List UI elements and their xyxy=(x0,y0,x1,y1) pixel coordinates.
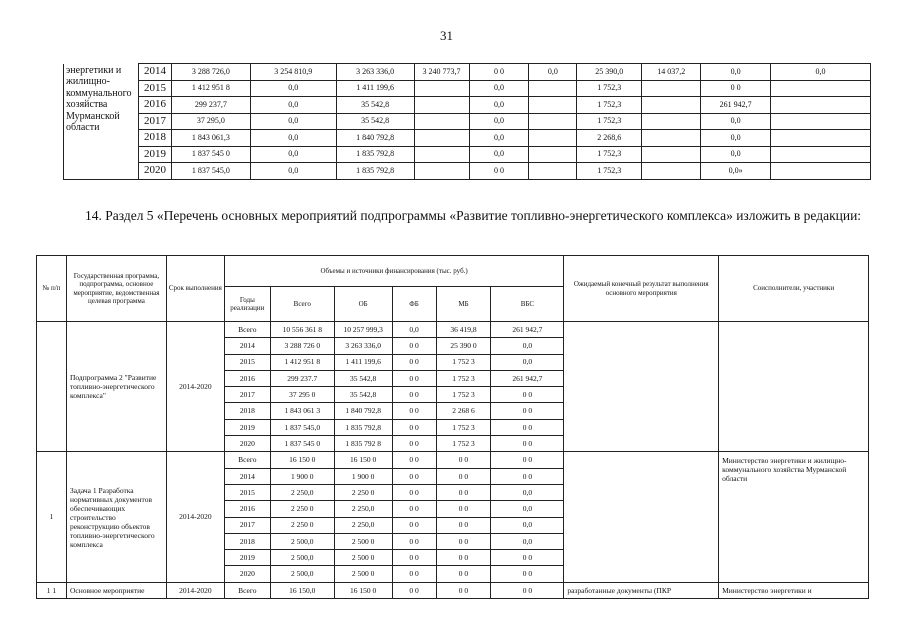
funding-mb: 1 752 3 xyxy=(436,354,491,370)
funding-total: 2 500,0 xyxy=(270,533,334,549)
top-table-cell: 0,0 xyxy=(771,64,871,81)
funding-total: 16 150 0 xyxy=(270,452,334,468)
table-row xyxy=(37,452,869,468)
top-table-cell xyxy=(642,130,701,147)
expected-result xyxy=(564,322,719,452)
funding-mb: 0 0 xyxy=(436,566,491,582)
funding-vbs: 0 0 xyxy=(491,403,564,419)
top-table-name-cell xyxy=(64,64,139,180)
top-table-cell xyxy=(642,97,701,114)
funding-total: 1 843 061 3 xyxy=(270,403,334,419)
funding-mb: 0 0 xyxy=(436,484,491,500)
header-result: Ожидаемый конечный результат выполнения основного мероприятия xyxy=(564,256,719,322)
funding-mb: 0 0 xyxy=(436,517,491,533)
funding-total: 3 288 726 0 xyxy=(270,338,334,354)
top-table-cell: 261 942,7 xyxy=(701,97,771,114)
funding-fb: 0 0 xyxy=(392,387,436,403)
top-table-row xyxy=(64,146,871,163)
header-funding: Объемы и источники финансирования (тыс. руб.) xyxy=(224,256,564,287)
top-table-cell: 0,0 xyxy=(701,113,771,130)
funding-vbs: 0 0 xyxy=(491,452,564,468)
funding-total: 1 837 545 0 xyxy=(270,436,334,452)
expected-result xyxy=(564,452,719,582)
table-row xyxy=(37,582,869,598)
top-table-year: 2015 xyxy=(138,80,171,97)
top-table-cell: 0,0 xyxy=(250,163,336,180)
funding-year: 2019 xyxy=(224,419,270,435)
top-table-cell xyxy=(771,113,871,130)
funding-fb: 0 0 xyxy=(392,501,436,517)
header-years: Годы реализации xyxy=(224,287,270,322)
funding-ob: 1 835 792 8 xyxy=(334,436,392,452)
funding-year: 2020 xyxy=(224,566,270,582)
funding-fb: 0 0 xyxy=(392,370,436,386)
funding-vbs: 0 0 xyxy=(491,566,564,582)
funding-year: 2015 xyxy=(224,354,270,370)
funding-vbs: 0,0 xyxy=(491,517,564,533)
funding-ob: 35 542,8 xyxy=(334,370,392,386)
top-table-cell: 1 411 199,6 xyxy=(336,80,414,97)
row-number: 1 xyxy=(37,452,67,582)
top-table-name-line: Мурманской xyxy=(66,110,120,122)
top-table-cell xyxy=(771,130,871,147)
top-table-year: 2017 xyxy=(138,113,171,130)
top-table-cell: 1 752,3 xyxy=(577,80,642,97)
header-program: Государственная программа, подпрограмма, основное мероприятие, ведомственная целевая программа xyxy=(66,256,166,322)
top-table-cell: 0,0 xyxy=(250,113,336,130)
top-table-cell: 1 752,3 xyxy=(577,146,642,163)
top-table-cell: 0,0 xyxy=(529,64,577,81)
top-table-row xyxy=(64,130,871,147)
top-table-cell xyxy=(771,146,871,163)
funding-fb: 0 0 xyxy=(392,403,436,419)
term: 2014-2020 xyxy=(166,582,224,598)
funding-fb: 0 0 xyxy=(392,533,436,549)
top-table-cell xyxy=(529,163,577,180)
funding-ob: 2 500 0 xyxy=(334,533,392,549)
top-table-cell: 1 835 792,8 xyxy=(336,146,414,163)
top-table xyxy=(63,63,871,180)
top-table-cell xyxy=(529,97,577,114)
funding-year: Всего xyxy=(224,582,270,598)
top-table-cell xyxy=(642,80,701,97)
top-table-cell: 0,0 xyxy=(469,80,529,97)
executors xyxy=(719,322,869,452)
top-table-row xyxy=(64,163,871,180)
funding-fb: 0,0 xyxy=(392,322,436,338)
top-table-cell: 14 037,2 xyxy=(642,64,701,81)
funding-ob: 1 900 0 xyxy=(334,468,392,484)
funding-year: 2018 xyxy=(224,403,270,419)
funding-mb: 1 752 3 xyxy=(436,436,491,452)
funding-fb: 0 0 xyxy=(392,354,436,370)
funding-mb: 0 0 xyxy=(436,582,491,598)
funding-total: 2 500,0 xyxy=(270,566,334,582)
header-fb: ФБ xyxy=(392,287,436,322)
top-table-cell: 1 752,3 xyxy=(577,113,642,130)
top-table-cell: 0 0 xyxy=(469,163,529,180)
funding-year: 2017 xyxy=(224,387,270,403)
header-vbs: ВБС xyxy=(491,287,564,322)
funding-vbs: 0 0 xyxy=(491,550,564,566)
funding-total: 2 500,0 xyxy=(270,550,334,566)
top-table-cell: 0,0 xyxy=(469,113,529,130)
top-table-cell: 0 0 xyxy=(701,80,771,97)
top-table-cell: 0,0 xyxy=(250,130,336,147)
top-table-cell: 299 237,7 xyxy=(171,97,250,114)
funding-ob: 1 840 792,8 xyxy=(334,403,392,419)
funding-total: 16 150,0 xyxy=(270,582,334,598)
top-table-row xyxy=(64,64,871,81)
funding-ob: 1 835 792,8 xyxy=(334,419,392,435)
top-table-cell: 0,0 xyxy=(250,80,336,97)
funding-vbs: 0,0 xyxy=(491,533,564,549)
top-table-cell: 1 837 545 0 xyxy=(171,146,250,163)
funding-fb: 0 0 xyxy=(392,452,436,468)
funding-fb: 0 0 xyxy=(392,338,436,354)
top-table-cell: 3 240 773,7 xyxy=(414,64,469,81)
funding-ob: 3 263 336,0 xyxy=(334,338,392,354)
funding-ob: 2 500 0 xyxy=(334,566,392,582)
funding-year: 2014 xyxy=(224,338,270,354)
funding-year: 2015 xyxy=(224,484,270,500)
top-table-year: 2014 xyxy=(138,64,171,81)
funding-vbs: 0,0 xyxy=(491,484,564,500)
top-table-cell xyxy=(414,113,469,130)
funding-fb: 0 0 xyxy=(392,468,436,484)
funding-fb: 0 0 xyxy=(392,419,436,435)
top-table-cell xyxy=(414,130,469,147)
header-total: Всего xyxy=(270,287,334,322)
top-table-cell: 35 542,8 xyxy=(336,113,414,130)
funding-fb: 0 0 xyxy=(392,566,436,582)
funding-vbs: 0 0 xyxy=(491,387,564,403)
executors: Министерство энергетики и жилищно-коммунального хозяйства Мурманской области xyxy=(719,452,869,582)
funding-total: 1 837 545,0 xyxy=(270,419,334,435)
top-table-cell xyxy=(414,80,469,97)
funding-year: 2019 xyxy=(224,550,270,566)
top-table-cell: 0,0 xyxy=(701,64,771,81)
funding-total: 37 295 0 xyxy=(270,387,334,403)
top-table-year: 2019 xyxy=(138,146,171,163)
top-table-cell: 0 0 xyxy=(469,64,529,81)
top-table-name-line: жилищно- xyxy=(66,76,110,87)
table-row xyxy=(37,322,869,338)
funding-mb: 0 0 xyxy=(436,501,491,517)
top-table-cell xyxy=(642,146,701,163)
funding-ob: 10 257 999,3 xyxy=(334,322,392,338)
top-table-cell: 1 835 792,8 xyxy=(336,163,414,180)
top-table-cell: 0,0 xyxy=(469,146,529,163)
main-table xyxy=(36,255,869,599)
top-table-name-line: энергетики и xyxy=(66,64,122,76)
funding-mb: 0 0 xyxy=(436,533,491,549)
funding-vbs: 0 0 xyxy=(491,468,564,484)
top-table-cell: 0,0 xyxy=(250,146,336,163)
top-table-year: 2020 xyxy=(138,163,171,180)
funding-mb: 1 752 3 xyxy=(436,387,491,403)
top-table-cell xyxy=(771,163,871,180)
header-ob: ОБ xyxy=(334,287,392,322)
top-table-cell: 3 263 336,0 xyxy=(336,64,414,81)
funding-total: 2 250,0 xyxy=(270,484,334,500)
header-mb: МБ xyxy=(436,287,491,322)
top-table-cell: 0,0 xyxy=(701,146,771,163)
funding-ob: 35 542,8 xyxy=(334,387,392,403)
funding-year: 2017 xyxy=(224,517,270,533)
program-name: Основное мероприятие xyxy=(66,582,166,598)
funding-total: 1 412 951 8 xyxy=(270,354,334,370)
funding-ob: 2 250,0 xyxy=(334,517,392,533)
top-table-cell: 0,0 xyxy=(701,130,771,147)
term: 2014-2020 xyxy=(166,452,224,582)
funding-mb: 2 268 6 xyxy=(436,403,491,419)
row-number: 1 1 xyxy=(37,582,67,598)
funding-ob: 2 250,0 xyxy=(334,501,392,517)
funding-total: 2 250 0 xyxy=(270,501,334,517)
funding-fb: 0 0 xyxy=(392,582,436,598)
funding-vbs: 0,0 xyxy=(491,338,564,354)
top-table-cell xyxy=(771,97,871,114)
funding-mb: 0 0 xyxy=(436,452,491,468)
page-number: 31 xyxy=(440,28,453,43)
funding-fb: 0 0 xyxy=(392,550,436,566)
top-table-cell: 1 837 545,0 xyxy=(171,163,250,180)
funding-vbs: 0,0 xyxy=(491,501,564,517)
top-table-cell: 1 843 061,3 xyxy=(171,130,250,147)
term: 2014-2020 xyxy=(166,322,224,452)
expected-result: разработанные документы (ПКР xyxy=(564,582,719,598)
funding-ob: 2 500 0 xyxy=(334,550,392,566)
row-number xyxy=(37,322,67,452)
top-table-cell: 0,0 xyxy=(469,97,529,114)
funding-vbs: 261 942,7 xyxy=(491,322,564,338)
top-table-cell: 1 752,3 xyxy=(577,97,642,114)
program-name: Подпрограмма 2 "Развитие топливно-энергетического комплекса" xyxy=(66,322,166,452)
funding-year: 2016 xyxy=(224,370,270,386)
amendment-paragraph: 14. Раздел 5 «Перечень основных мероприятий подпрограммы «Развитие топливно-энергетического комплекса» изложить в редакции: xyxy=(85,208,862,223)
funding-ob: 2 250 0 xyxy=(334,484,392,500)
top-table-cell xyxy=(529,130,577,147)
top-table-cell xyxy=(414,97,469,114)
top-table-year: 2018 xyxy=(138,130,171,147)
funding-total: 299 237.7 xyxy=(270,370,334,386)
top-table-cell: 3 254 810,9 xyxy=(250,64,336,81)
top-table-cell xyxy=(642,113,701,130)
funding-ob: 16 150 0 xyxy=(334,582,392,598)
funding-year: 2016 xyxy=(224,501,270,517)
funding-year: Всего xyxy=(224,322,270,338)
funding-mb: 0 0 xyxy=(436,550,491,566)
funding-vbs: 0 0 xyxy=(491,436,564,452)
top-table-cell: 0,0 xyxy=(250,97,336,114)
funding-total: 1 900 0 xyxy=(270,468,334,484)
funding-mb: 1 752 3 xyxy=(436,370,491,386)
funding-year: 2020 xyxy=(224,436,270,452)
top-table-cell: 1 752,3 xyxy=(577,163,642,180)
top-table-cell: 3 288 726,0 xyxy=(171,64,250,81)
top-table-cell xyxy=(529,80,577,97)
top-table-cell xyxy=(529,146,577,163)
funding-fb: 0 0 xyxy=(392,484,436,500)
top-table-cell xyxy=(642,163,701,180)
funding-vbs: 0,0 xyxy=(491,354,564,370)
top-table-year: 2016 xyxy=(138,97,171,114)
funding-total: 10 556 361 8 xyxy=(270,322,334,338)
funding-ob: 16 150 0 xyxy=(334,452,392,468)
top-table-cell xyxy=(771,80,871,97)
funding-vbs: 0 0 xyxy=(491,419,564,435)
funding-mb: 36 419,8 xyxy=(436,322,491,338)
top-table-cell: 1 412 951 8 xyxy=(171,80,250,97)
funding-total: 2 250 0 xyxy=(270,517,334,533)
top-table-name-line: хозяйства xyxy=(66,99,108,110)
top-table-cell: 25 390,0 xyxy=(577,64,642,81)
funding-fb: 0 0 xyxy=(392,517,436,533)
top-table-cell xyxy=(529,113,577,130)
top-table-cell: 35 542,8 xyxy=(336,97,414,114)
top-table-cell xyxy=(414,163,469,180)
executors: Министерство энергетики и xyxy=(719,582,869,598)
funding-vbs: 261 942,7 xyxy=(491,370,564,386)
top-table-cell xyxy=(414,146,469,163)
funding-year: Всего xyxy=(224,452,270,468)
header-executors: Соисполнители, участники xyxy=(719,256,869,322)
top-table-name-line: области xyxy=(66,122,100,133)
funding-vbs: 0 0 xyxy=(491,582,564,598)
funding-year: 2018 xyxy=(224,533,270,549)
funding-mb: 0 0 xyxy=(436,468,491,484)
header-term: Срок выполнения xyxy=(166,256,224,322)
funding-mb: 1 752 3 xyxy=(436,419,491,435)
top-table-cell: 0,0» xyxy=(701,163,771,180)
funding-fb: 0 0 xyxy=(392,436,436,452)
top-table-cell: 1 840 792,8 xyxy=(336,130,414,147)
top-table-row xyxy=(64,97,871,114)
top-table-row xyxy=(64,80,871,97)
top-table-cell: 37 295,0 xyxy=(171,113,250,130)
header-num: № п/п xyxy=(37,256,67,322)
funding-year: 2014 xyxy=(224,468,270,484)
funding-ob: 1 411 199,6 xyxy=(334,354,392,370)
top-table-cell: 0,0 xyxy=(469,130,529,147)
top-table-row xyxy=(64,113,871,130)
top-table-cell: 2 268,6 xyxy=(577,130,642,147)
top-table-name-line: коммунального xyxy=(66,87,132,99)
funding-mb: 25 390 0 xyxy=(436,338,491,354)
program-name: Задача 1 Разработка нормативных документов обеспечивающих строительство реконструкцию объектов топливно-энергетического комплекса xyxy=(66,452,166,582)
